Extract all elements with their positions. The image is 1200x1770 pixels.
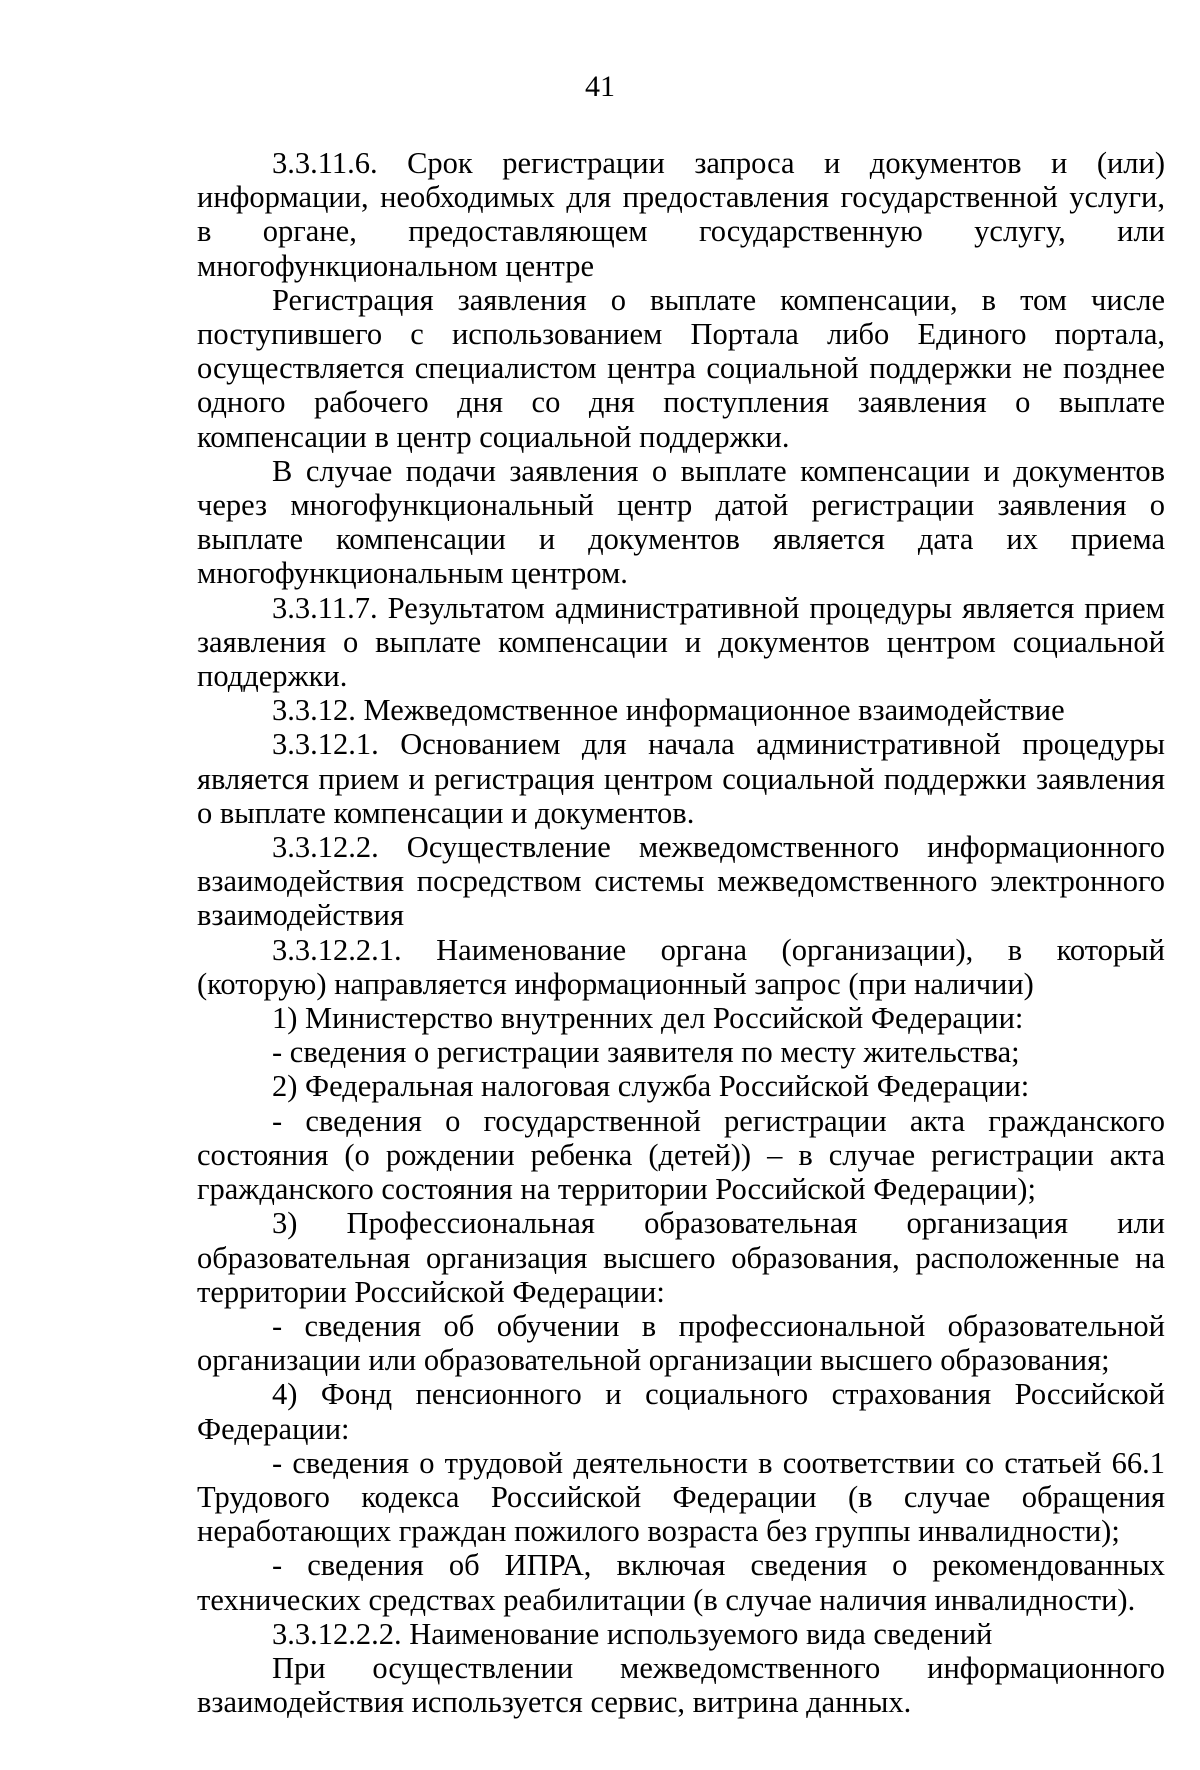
list-item-residence-info: - сведения о регистрации заявителя по месту жительства; (272, 1035, 1020, 1070)
list-item-labor-info: - сведения о трудовой деятельности в соответствии со статьей 66.1 Трудового кодекса Российской Федерации (в случае обращения неработающих граждан пожилого возраста без группы инвалидности); (197, 1445, 1165, 1549)
paragraph-data-showcase: При осуществлении межведомственного информационного взаимодействия используется сервис, витрина данных. (197, 1650, 1165, 1720)
paragraph-mfc-registration: В случае подачи заявления о выплате компенсации и документов через многофункциональный центр датой регистрации заявления о выплате компенсации и документов является дата их приема многофункциональным центром. (197, 453, 1165, 591)
list-item-ipra-info: - сведения об ИПРА, включая сведения о рекомендованных технических средствах реабилитации (в случае наличия инвалидности). (197, 1548, 1165, 1617)
list-item-education-org: 3) Профессиональная образовательная организация или образовательная организация высшего образования, расположенные на территории Российской Федерации: (197, 1206, 1165, 1309)
paragraph-3-3-11-7: 3.3.11.7. Результатом административной процедуры является прием заявления о выплате компенсации и документов центром социальной поддержки. (197, 590, 1165, 694)
list-item-pension-fund: 4) Фонд пенсионного и социального страхования Российской Федерации: (197, 1377, 1165, 1446)
list-item-civil-status-info: - сведения о государственной регистрации акта гражданского состояния (о рождении ребенка (детей)) – в случае регистрации акта гражданского состояния на территории Российской Федерации); (197, 1103, 1165, 1207)
paragraph-3-3-12-2-2: 3.3.12.2.2. Наименование используемого вида сведений (272, 1616, 993, 1651)
list-item-tax-service: 2) Федеральная налоговая служба Российской Федерации: (272, 1069, 1030, 1104)
paragraph-3-3-12: 3.3.12. Межведомственное информационное взаимодействие (272, 693, 1065, 728)
paragraph-3-3-12-1: 3.3.12.1. Основанием для начала административной процедуры является прием и регистрация центром социальной поддержки заявления о выплате компенсации и документов. (197, 727, 1165, 830)
list-item-education-info: - сведения об обучении в профессиональной образовательной организации или образовательной организации высшего образования; (197, 1308, 1165, 1378)
paragraph-3-3-12-2-1: 3.3.12.2.1. Наименование органа (организации), в который (которую) направляется информационный запрос (при наличии) (197, 932, 1165, 1001)
paragraph-registration: Регистрация заявления о выплате компенсации, в том числе поступившего с использованием Портала либо Единого портала, осуществляется специалистом центра социальной поддержки не позднее одного рабочего дня со дня поступления заявления о выплате компенсации в центр социальной поддержки. (197, 282, 1165, 454)
document-body (197, 146, 1165, 1719)
page-number: 41 (585, 70, 615, 103)
list-item-ministry-interior: 1) Министерство внутренних дел Российской Федерации: (272, 1001, 1024, 1036)
paragraph-3-3-11-6: 3.3.11.6. Срок регистрации запроса и документов и (или) информации, необходимых для предоставления государственной услуги, в органе, предоставляющем государственную услугу, или многофункциональном центре (197, 146, 1165, 283)
paragraph-3-3-12-2: 3.3.12.2. Осуществление межведомственного информационного взаимодействия посредством системы межведомственного электронного взаимодействия (197, 830, 1165, 933)
